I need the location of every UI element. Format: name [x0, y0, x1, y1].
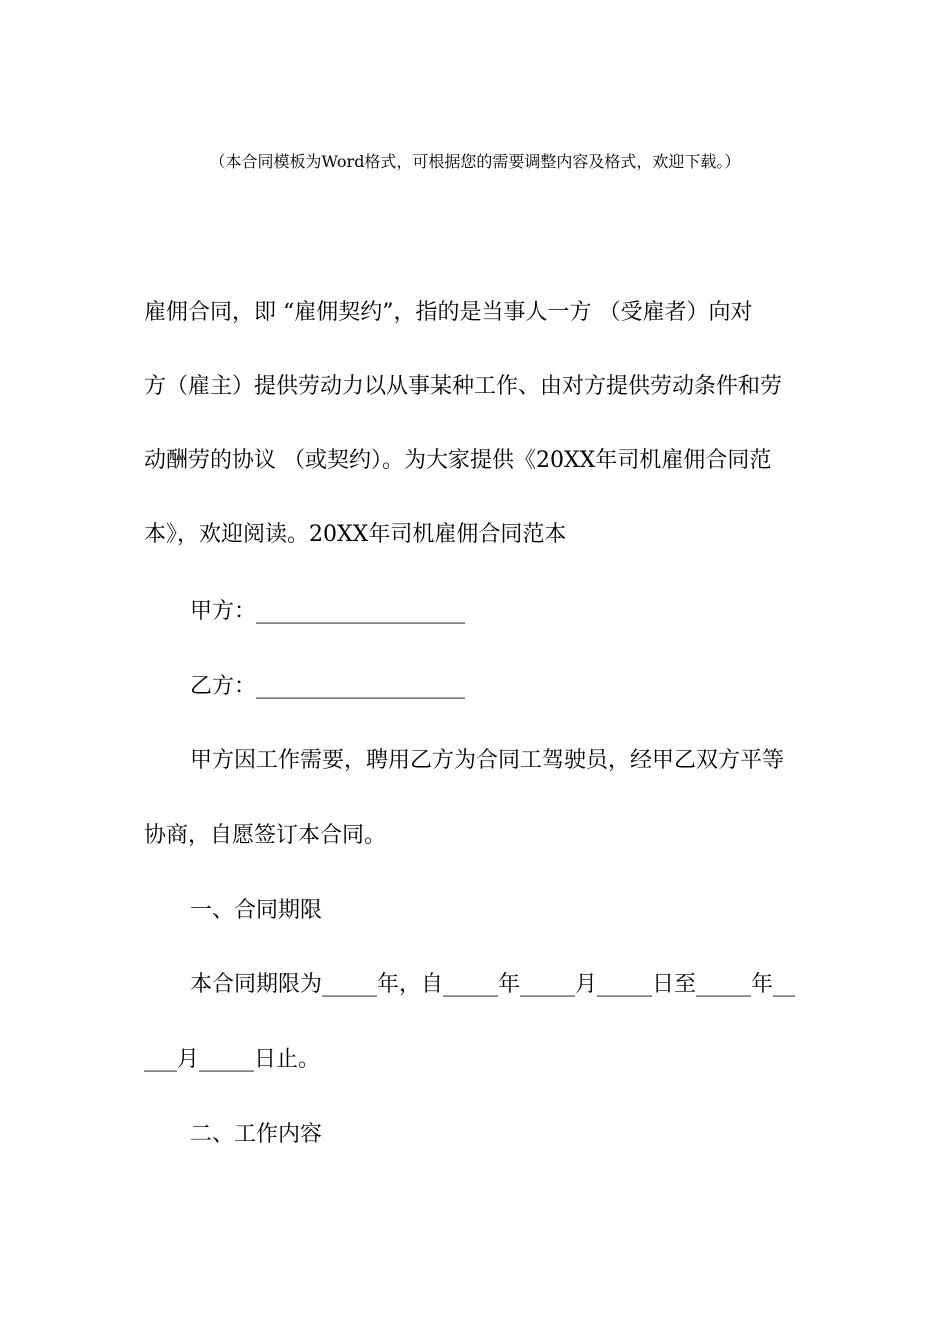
- section-1-heading: 一、合同期限: [190, 898, 323, 923]
- purpose-line-1: 甲方因工作需要，聘用乙方为合同工驾驶员，经甲乙双方平等: [190, 748, 785, 773]
- template-note: （本合同模板为Word格式，可根据您的需要调整内容及格式，欢迎下载。）: [209, 152, 741, 171]
- intro-line-1: 雇佣合同，即 “雇佣契约”，指的是当事人一方 （受雇者）向对: [144, 300, 753, 325]
- intro-line-2: 方（雇主）提供劳动力以从事某种工作、由对方提供劳动条件和劳: [144, 374, 783, 399]
- intro-line-3: 动酬劳的协议 （或契约）。为大家提供《20XX年司机雇佣合同范: [144, 448, 772, 473]
- purpose-line-2: 协商，自愿签订本合同。: [144, 823, 387, 848]
- section-2-heading: 二、工作内容: [190, 1122, 323, 1147]
- intro-line-4: 本》，欢迎阅读。20XX年司机雇佣合同范本: [144, 522, 567, 547]
- term-line-1: 本合同期限为_____年，自_____年_____月_____日至_____年__: [190, 972, 796, 997]
- term-line-2: ___月_____日止。: [144, 1047, 321, 1072]
- party-b-line: 乙方：___________________: [190, 674, 466, 699]
- party-a-line: 甲方：___________________: [190, 599, 466, 624]
